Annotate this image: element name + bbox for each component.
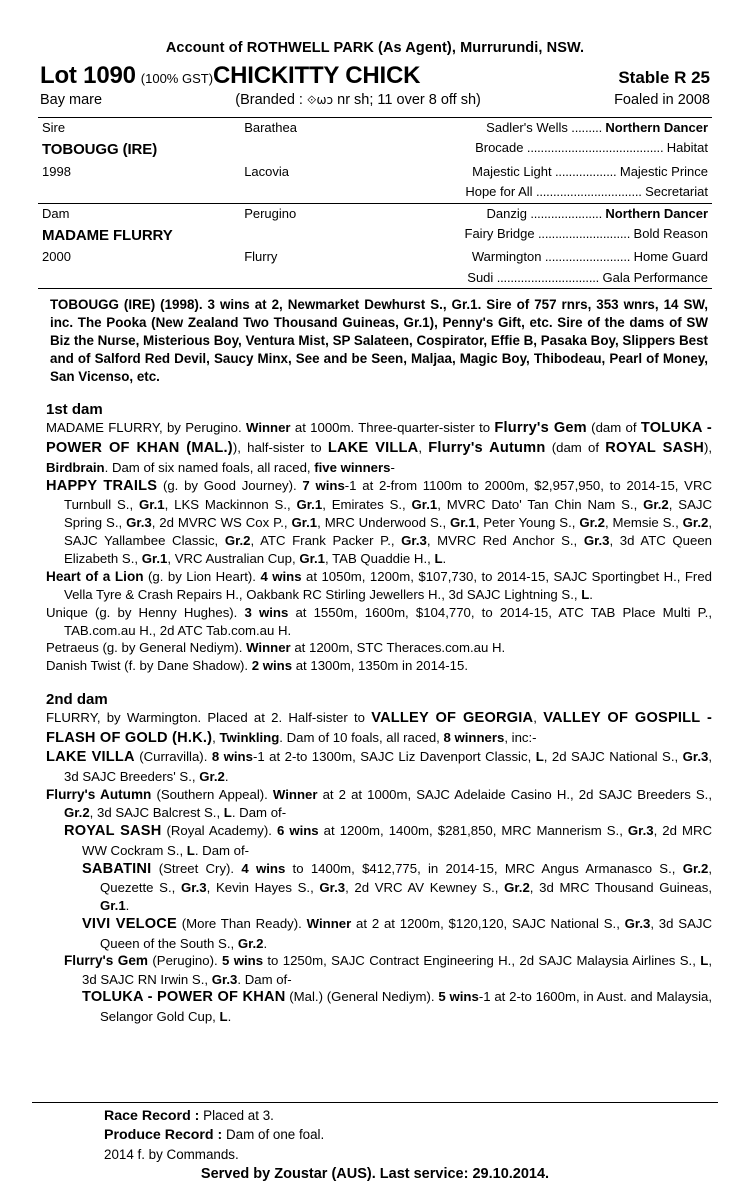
served-line: Served by Zoustar (AUS). Last service: 29.10.2014. (200, 1166, 550, 1182)
pedigree-gen2-cell (240, 224, 435, 247)
pedigree-row (38, 224, 712, 247)
lot-header-left (40, 62, 420, 90)
produce-foal-line: 2014 f. by Commands. (104, 1146, 239, 1162)
pedigree-row (38, 247, 712, 267)
first-dam-progeny (28, 477, 722, 675)
pedigree-row (38, 203, 712, 224)
pedigree-row (38, 182, 712, 202)
pedigree-gen3-cell: Fairy Bridge ........................... Bold Reason (464, 226, 708, 242)
progeny-entry: HAPPY TRAILS (g. by Good Journey). 7 wins-1 at 2-from 1100m to 2000m, $2,957,950, to 2014-15, VRC Turnbull S., Gr.1, LKS Mackinnon S., Gr.1, Emirates S., Gr.1, MVRC Dato' Tan Chin Nam S., Gr.2, SAJC Spring S., Gr.3, 2d MVRC WS Cox P., Gr.1, MRC Underwood S., Gr.1, Peter Young S., Gr.2, Memsie S., Gr.2, SAJC Yallambee Classic, Gr.2, ATC Frank Packer P., Gr.3, MVRC Red Anchor S., Gr.3, 3d ATC Queen Elizabeth S., Gr.1, VRC Australian Cup, Gr.1, TAB Quaddie H., L. (46, 477, 713, 566)
pedigree-gen2-cell (240, 268, 435, 288)
branding-note (235, 92, 481, 108)
pedigree-gen1-cell: 2000 (42, 249, 71, 265)
pedigree-gen1-cell: TOBOUGG (IRE) (42, 141, 158, 159)
pedigree-row (38, 118, 712, 138)
progeny-entry: Danish Twist (f. by Dane Shadow). 2 wins at 1300m, 1350m in 2014-15. (46, 658, 468, 674)
pedigree-gen2-cell: Lacovia (244, 163, 289, 179)
account-line: Account of ROTHWELL PARK (As Agent), Murrurundi, NSW. (165, 40, 585, 56)
pedigree-row (38, 162, 712, 182)
second-dam-heading: 2nd dam (46, 690, 108, 708)
first-dam-intro: MADAME FLURRY, by Perugino. Winner at 1000m. Three-quarter-sister to Flurry's Gem (dam of TOLUKA - POWER OF KHAN (MAL.)), half-sister to LAKE VILLA, Flurry's Autumn (dam of ROYAL SASH), Birdbrain. Dam of six named foals, all raced, five winners- (46, 420, 712, 475)
pedigree-gen2-cell: Barathea (244, 120, 297, 135)
horse-name: CHICKITTY CHICK (213, 62, 421, 89)
stable-number: Stable R 25 (618, 68, 710, 87)
pedigree-gen1-cell: Dam (42, 205, 70, 221)
progeny-entry: Petraeus (g. by General Nediym). Winner at 1200m, STC Theraces.com.au H. (46, 640, 506, 656)
race-record-line (104, 1107, 722, 1126)
produce-record-value: Dam of one foal. (226, 1127, 325, 1143)
pedigree-gen1-cell: 1998 (42, 163, 71, 179)
race-record-label: Race Record : (104, 1108, 200, 1125)
first-dam-heading: 1st dam (46, 401, 103, 419)
progeny-entry: Heart of a Lion (g. by Lion Heart). 4 wins at 1050m, 1200m, $107,730, to 2014-15, SAJC Sportingbet H., Fred Vella Tyre & Crash Repairs H., Oakbank RC Stirling Jewellers H., 3d SAJC Lightning S., L. (46, 568, 712, 602)
second-dam-progeny (28, 748, 722, 1026)
lot-header-row (28, 62, 722, 90)
pedigree-gen3-cell: Brocade ........................................ Habitat (475, 140, 708, 156)
lot-subheader-row (28, 90, 722, 108)
progeny-entry: VIVI VELOCE (More Than Ready). Winner at 2 at 1200m, $120,120, SAJC National S., Gr.3, 3d SAJC Queen of the South S., Gr.2. (82, 915, 712, 951)
pedigree-gen3-cell: Danzig ..................... Northern Dancer (486, 205, 708, 221)
progeny-entry: ROYAL SASH (Royal Academy). 6 wins at 1200m, 1400m, $281,850, MRC Mannerism S., Gr.3, 2d MRC WW Cockram S., L. Dam of- (64, 823, 713, 858)
gst-note: (100% GST) (140, 71, 214, 86)
pedigree-gen1-cell (38, 268, 240, 288)
brand-glyph: ⟐ωɔ (307, 93, 334, 107)
pedigree-row (38, 138, 712, 161)
pedigree-gen3-cell: Warmington ......................... Home Guard (471, 249, 708, 265)
progeny-entry: Flurry's Autumn (Southern Appeal). Winner at 2 at 1000m, SAJC Adelaide Casino H., 2d SAJC Breeders S., Gr.2, 3d SAJC Balcrest S., L. Dam of- (46, 786, 713, 821)
pedigree-gen1-cell (38, 182, 240, 202)
progeny-entry: TOLUKA - POWER OF KHAN (Mal.) (General Nediym). 5 wins-1 at 2-to 1600m, in Aust. and Malaysia, Selangor Gold Cup, L. (82, 989, 713, 1025)
second-dam-intro: FLURRY, by Warmington. Placed at 2. Half-sister to VALLEY OF GEORGIA, VALLEY OF GOSPILL - FLASH OF GOLD (H.K.), Twinkling. Dam of 10 foals, all raced, 8 winners, inc:- (46, 709, 713, 746)
pedigree-gen3-cell: Majestic Light .................. Majestic Prince (472, 163, 708, 179)
race-record-value: Placed at 3. (203, 1108, 274, 1124)
branding-prefix: (Branded : (235, 92, 303, 108)
pedigree-gen3-cell: Sadler's Wells ......... Northern Dancer (486, 120, 708, 135)
produce-record-label: Produce Record : (104, 1127, 223, 1144)
pedigree-gen2-cell: Perugino (244, 205, 297, 221)
progeny-entry: Unique (g. by Henny Hughes). 3 wins at 1550m, 1600m, $104,770, to 2014-15, ATC TAB Place Multi P., TAB.com.au H., 2d ATC Tab.com.au H. (46, 604, 712, 638)
colour-sex: Bay mare (40, 92, 103, 108)
sire-summary: TOBOUGG (IRE) (1998). 3 wins at 2, Newmarket Dewhurst S., Gr.1. Sire of 757 rnrs, 353 wnrs, 14 SW, inc. The Pooka (New Zealand Two Thousand Guineas, Gr.1), Penny's Gift, etc. Sire of the dams of SW Biz the Nurse, Misterious Boy, Ventura Mist, SP Salateen, Cospirator, Effie B, Pasaka Boy, Slippers Best and of Salford Red Devil, Saucy Minx, See and be Seen, Maljaa, Magic Boy, Thibodeau, Pearl of Money, San Vicenso, etc. (50, 297, 708, 384)
pedigree-gen2-cell (240, 138, 435, 161)
progeny-entry: LAKE VILLA (Curravilla). 8 wins-1 at 2-to 1300m, SAJC Liz Davenport Classic, L, 2d SAJC National S., Gr.3, 3d SAJC Breeders' S., Gr.2. (46, 749, 712, 785)
pedigree-table (38, 117, 712, 289)
footer (28, 1102, 722, 1182)
foaled-year: Foaled in 2008 (614, 92, 710, 108)
pedigree-gen1-cell: Sire (42, 120, 66, 135)
pedigree-gen2-cell: Flurry (244, 249, 278, 265)
lot-number: Lot 1090 (40, 62, 136, 89)
pedigree-gen1-cell: MADAME FLURRY (42, 227, 173, 245)
produce-record-line (104, 1126, 722, 1145)
pedigree-gen3-cell: Hope for All ............................... Secretariat (465, 184, 708, 200)
pedigree-gen2-cell (240, 182, 435, 202)
progeny-entry: Flurry's Gem (Perugino). 5 wins to 1250m, SAJC Contract Engineering H., 2d SAJC Malaysia Airlines S., L, 3d SAJC RN Irwin S., Gr.3. Dam of- (64, 953, 712, 987)
pedigree-gen3-cell: Sudi .............................. Gala Performance (467, 269, 708, 285)
progeny-entry: SABATINI (Street Cry). 4 wins to 1400m, $412,775, in 2014-15, MRC Angus Armanasco S., Gr.2, Quezette S., Gr.3, Kevin Hayes S., Gr.3, 2d VRC AV Kewney S., Gr.2, 3d MRC Thousand Guineas, Gr.1. (82, 860, 713, 914)
footer-divider (32, 1102, 718, 1103)
branding-suffix: nr sh; 11 over 8 off sh) (337, 92, 481, 108)
pedigree-row (38, 268, 712, 288)
